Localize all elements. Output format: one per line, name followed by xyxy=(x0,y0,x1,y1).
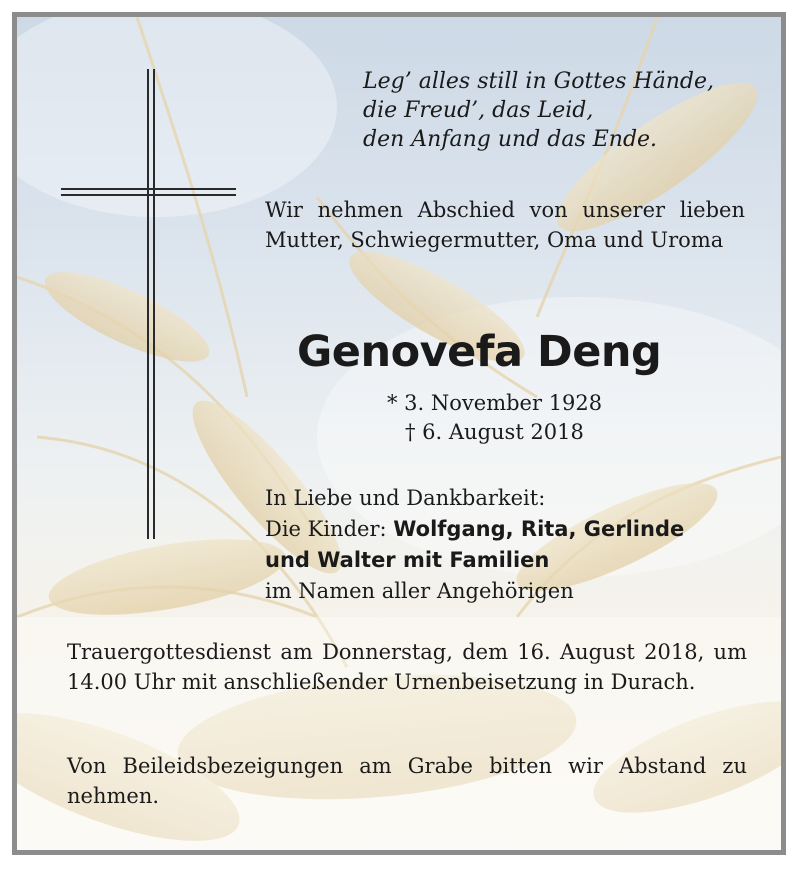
obituary-card xyxy=(12,12,786,855)
family-signature xyxy=(265,483,755,607)
deceased-name: Genovefa Deng xyxy=(297,327,662,377)
children-prefix: Die Kinder: xyxy=(265,517,394,541)
life-dates xyxy=(387,389,687,447)
verse-line: Leg’ alles still in Gottes Hände, xyxy=(363,69,714,94)
cross-icon xyxy=(61,69,236,539)
birth-date: * 3. November 1928 xyxy=(387,391,603,415)
funeral-service-info: Trauergottesdienst am Donnerstag, dem 16. August 2018, um 14.00 Uhr mit anschließender Urnenbeisetzung in Durach. xyxy=(67,640,747,694)
verse-line: den Anfang und das Ende. xyxy=(363,127,658,152)
verse-line: die Freud’, das Leid, xyxy=(363,98,594,123)
verse xyxy=(363,67,763,154)
children-line xyxy=(265,514,755,545)
death-date: † 6. August 2018 xyxy=(405,420,584,444)
farewell-intro: Wir nehmen Abschied von unserer lieben Mutter, Schwiegermutter, Oma und Uroma xyxy=(265,198,745,252)
children-names-continued: und Walter mit Familien xyxy=(265,548,550,572)
children-line-2 xyxy=(265,545,755,576)
condolence-note: Von Beileidsbezeigungen am Grabe bitten wir Abstand zu nehmen. xyxy=(67,754,747,808)
relatives-line: im Namen aller Angehörigen xyxy=(265,579,574,603)
children-names: Wolfgang, Rita, Gerlinde xyxy=(393,517,685,541)
gratitude-line: In Liebe und Dankbarkeit: xyxy=(265,486,546,510)
